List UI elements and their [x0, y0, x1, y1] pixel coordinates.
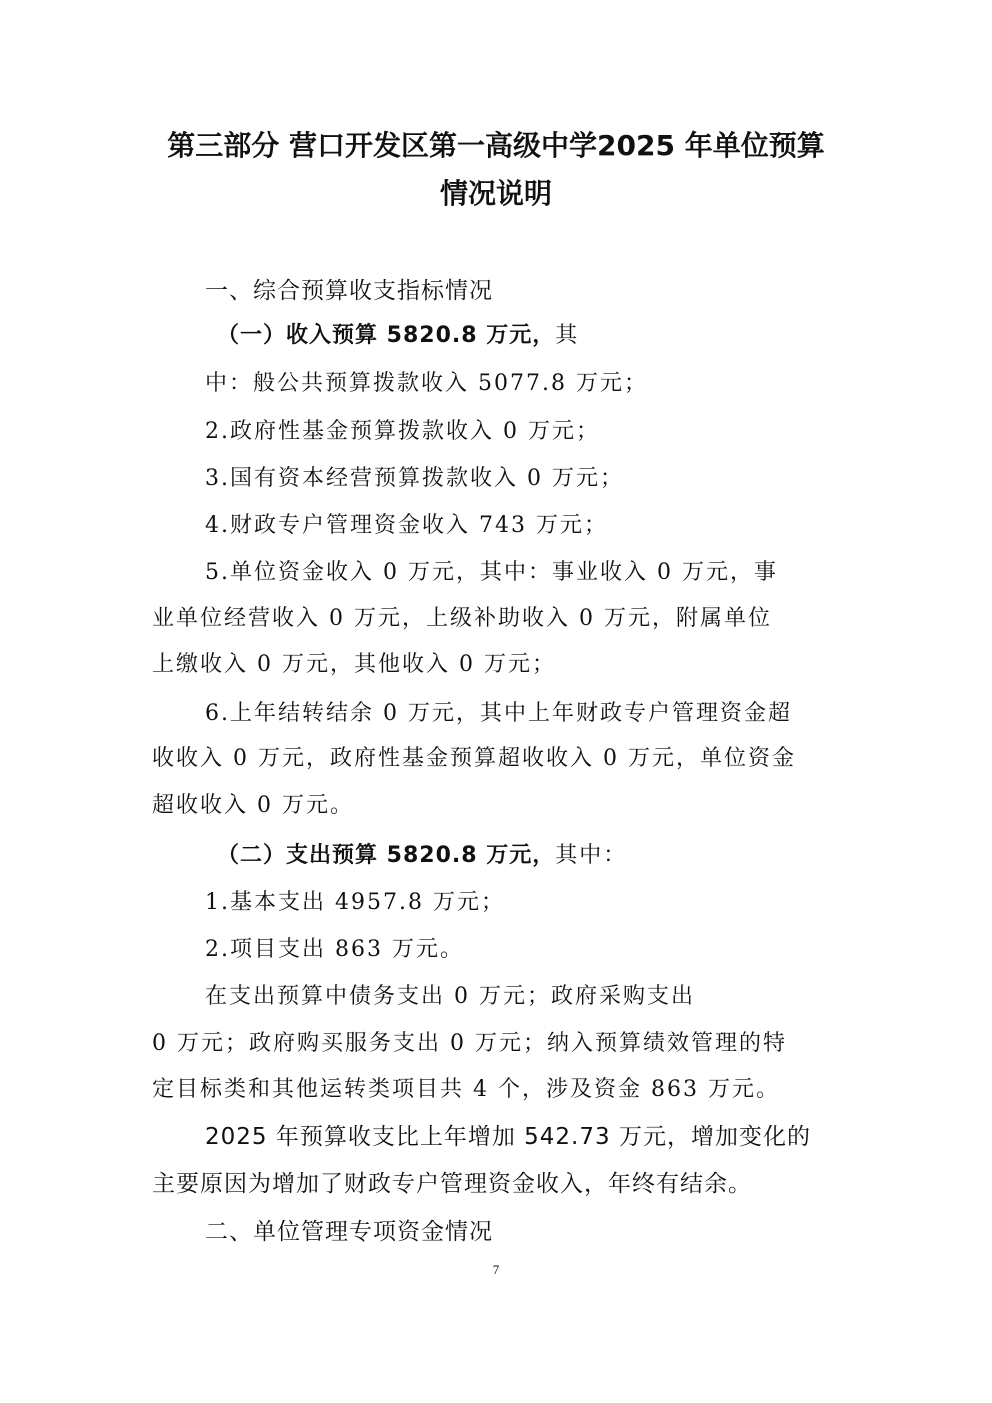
income-item-5-line-2: 业单位经营收入 0 万元，上级补助收入 0 万元，附属单位	[152, 606, 772, 631]
income-item-5-line-1: 5.单位资金收入 0 万元，其中：事业收入 0 万元，事	[205, 560, 778, 585]
income-item-5-line-3: 上缴收入 0 万元，其他收入 0 万元；	[152, 652, 556, 677]
income-heading-bold: （一）收入预算 5820.8 万元，	[217, 323, 556, 348]
income-item-6-line-1: 6.上年结转结余 0 万元，其中上年财政专户管理资金超	[205, 701, 792, 726]
expense-item-1: 1.基本支出 4957.8 万元；	[205, 890, 505, 915]
budget-change-line-1: 2025 年预算收支比上年增加 542.73 万元，增加变化的	[205, 1124, 811, 1150]
expense-heading-rest: 其中：	[555, 843, 628, 868]
expense-note-line-1: 在支出预算中债务支出 0 万元；政府采购支出	[205, 984, 695, 1009]
income-heading	[217, 323, 579, 349]
document-title-line-2: 情况说明	[439, 177, 552, 210]
income-item-6-line-3: 超收收入 0 万元。	[152, 793, 354, 818]
income-item-4: 4.财政专户管理资金收入 743 万元；	[205, 513, 608, 538]
document-title-line-1: 第三部分 营口开发区第一高级中学2025 年单位预算	[167, 129, 825, 162]
page-number: 7	[492, 1262, 500, 1277]
income-item-6-line-2: 收收入 0 万元，政府性基金预算超收收入 0 万元，单位资金	[152, 746, 796, 771]
expense-item-2: 2.项目支出 863 万元。	[205, 937, 464, 962]
expense-note-line-3: 定目标类和其他运转类项目共 4 个，涉及资金 863 万元。	[152, 1077, 780, 1102]
expense-heading	[217, 843, 627, 869]
expense-note-line-2: 0 万元；政府购买服务支出 0 万元；纳入预算绩效管理的特	[152, 1031, 787, 1056]
budget-change-line-2: 主要原因为增加了财政专户管理资金收入，年终有结余。	[152, 1171, 752, 1197]
income-item-3: 3.国有资本经营预算拨款收入 0 万元；	[205, 466, 624, 491]
income-item-1: 中：般公共预算拨款收入 5077.8 万元；	[205, 371, 648, 396]
section-2-heading: 二、单位管理专项资金情况	[205, 1219, 493, 1245]
income-heading-rest: 其	[555, 323, 580, 348]
income-item-2: 2.政府性基金预算拨款收入 0 万元；	[205, 419, 600, 444]
expense-heading-bold: （二）支出预算 5820.8 万元，	[217, 843, 556, 868]
section-1-heading: 一、综合预算收支指标情况	[205, 278, 493, 304]
